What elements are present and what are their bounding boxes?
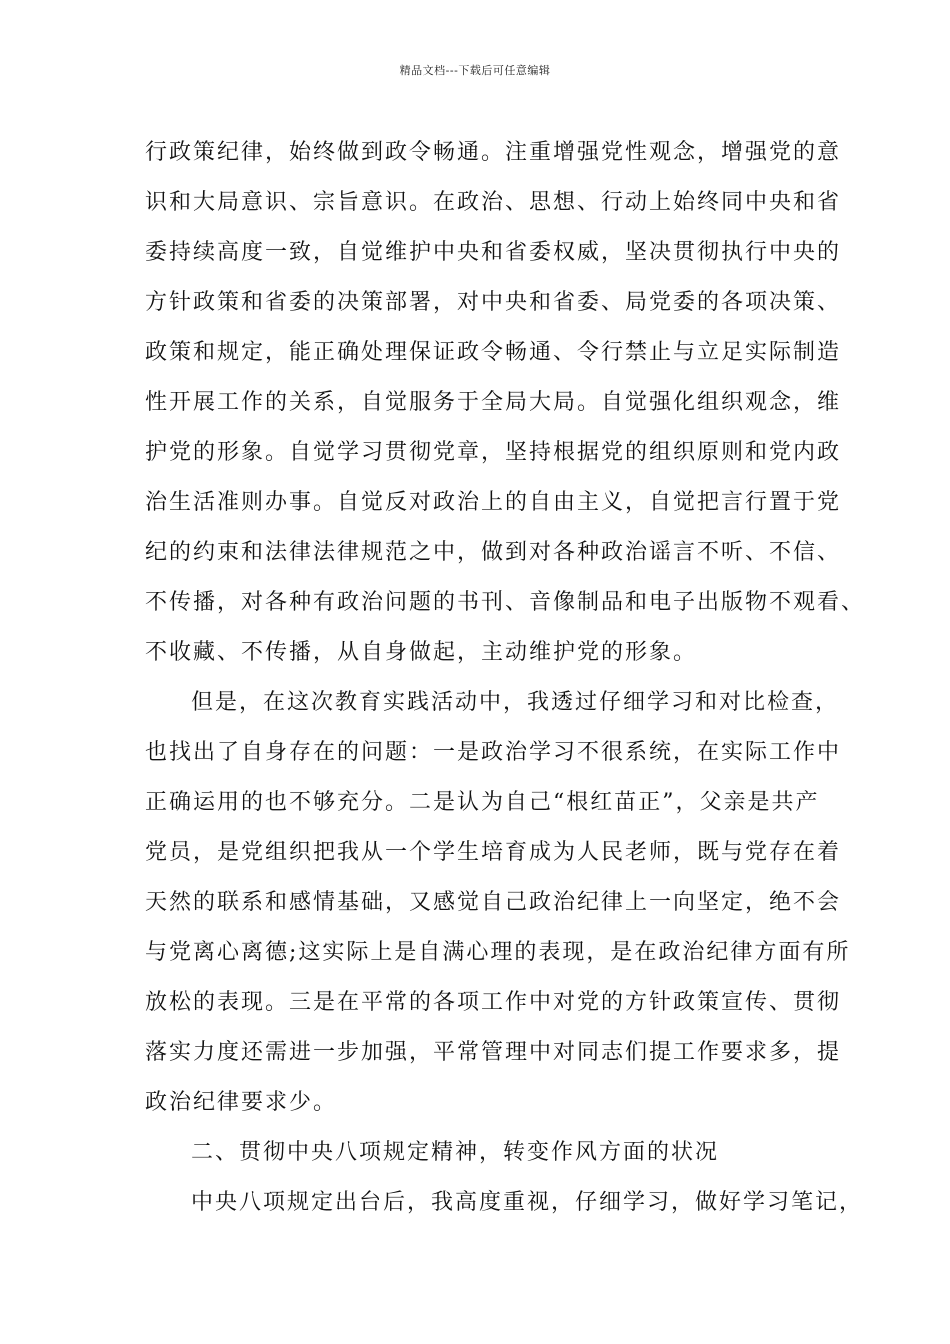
text-line: 治生活准则办事。自觉反对政治上的自由主义，自觉把言行置于党 [145,490,842,515]
text-line: 识和大局意识、宗旨意识。在政治、思想、行动上始终同中央和省 [145,190,842,215]
text-line: 方针政策和省委的决策部署，对中央和省委、局党委的各项决策、 [145,290,842,315]
text-line: 也找出了自身存在的问题：一是政治学习不很系统，在实际工作中 [145,740,842,765]
paragraph-start-line: 中央八项规定出台后，我高度重视，仔细学习，做好学习笔记， [191,1190,864,1215]
text-line: 党员，是党组织把我从一个学生培育成为人民老师，既与党存在着 [145,840,842,865]
page-header: 精品文档---下载后可任意编辑 [399,64,551,77]
text-line: 与党离心离德;这实际上是自满心理的表现，是在政治纪律方面有所 [145,940,851,965]
text-line: 正确运用的也不够充分。二是认为自己“根红苗正”，父亲是共产 [145,790,820,815]
text-line: 政策和规定，能正确处理保证政令畅通、令行禁止与立足实际制造 [145,340,842,365]
text-line: 不收藏、不传播，从自身做起，主动维护党的形象。 [145,640,698,665]
text-line: 护党的形象。自觉学习贯彻党章，坚持根据党的组织原则和党内政 [145,440,842,465]
text-line: 政治纪律要求少。 [145,1090,338,1115]
text-line: 行政策纪律，始终做到政令畅通。注重增强党性观念，增强党的意 [145,140,842,165]
section-heading: 二、贯彻中央八项规定精神，转变作风方面的状况 [191,1140,720,1165]
text-line: 纪的约束和法律法律规范之中，做到对各种政治谣言不听、不信、 [145,540,842,565]
text-line: 落实力度还需进一步加强，平常管理中对同志们提工作要求多，提 [145,1040,842,1065]
text-line: 委持续高度一致，自觉维护中央和省委权威，坚决贯彻执行中央的 [145,240,842,265]
text-line: 放松的表现。三是在平常的各项工作中对党的方针政策宣传、贯彻 [145,990,842,1015]
document-body [145,128,866,1228]
text-line: 性开展工作的关系，自觉服务于全局大局。自觉强化组织观念，维 [145,390,842,415]
text-line: 天然的联系和感情基础，又感觉自己政治纪律上一向坚定，绝不会 [145,890,842,915]
paragraph-start-line: 但是，在这次教育实践活动中，我透过仔细学习和对比检查， [191,690,840,715]
text-line: 不传播，对各种有政治问题的书刊、音像制品和电子出版物不观看、 [145,590,866,615]
